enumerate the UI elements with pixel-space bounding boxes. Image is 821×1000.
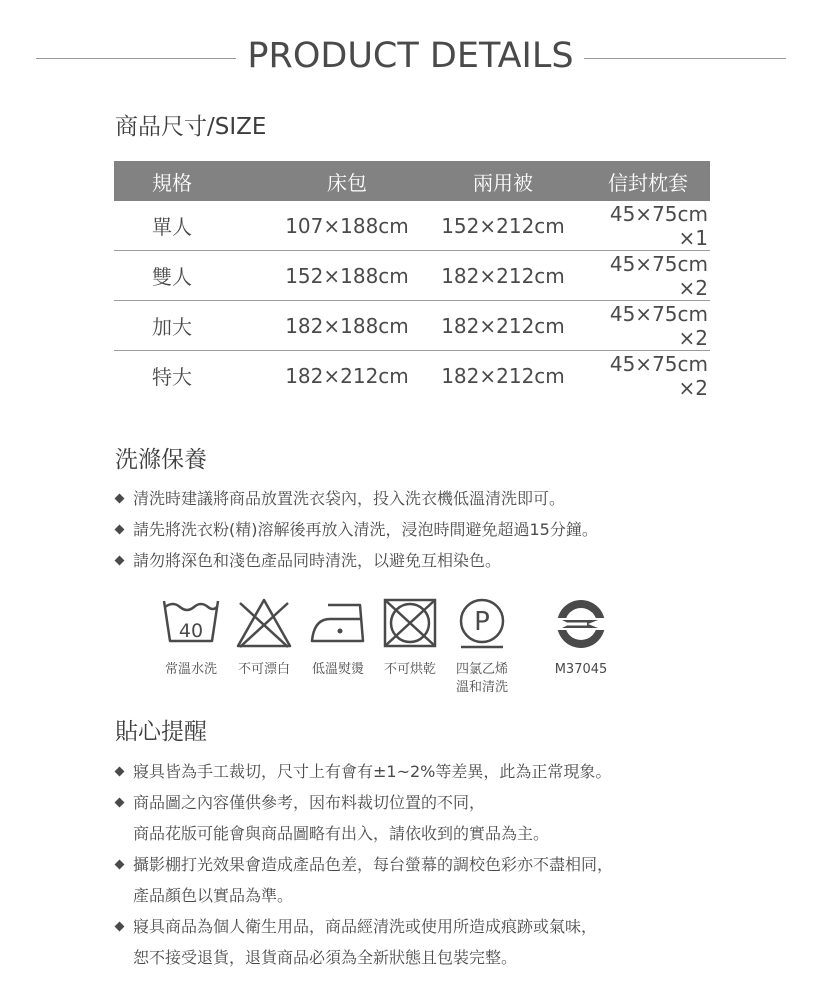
icon-label xyxy=(448,661,516,697)
size-name-cell: 單人 xyxy=(114,201,270,251)
wash-40-icon xyxy=(161,597,221,647)
icon-label: 不可烘乾 xyxy=(383,662,436,677)
list-item xyxy=(115,849,613,911)
icon-label-line1: 四氯乙烯 xyxy=(455,662,508,677)
icon-label: 不可漂白 xyxy=(237,662,290,677)
fitted-sheet-cell: 182×188cm xyxy=(270,301,424,351)
list-item xyxy=(115,514,598,545)
page-title: PRODUCT DETAILS xyxy=(247,36,574,76)
icon-label-line2: 溫和清洗 xyxy=(455,680,508,695)
care-section-heading: 洗滌保養 xyxy=(115,447,207,473)
size-name-cell: 加大 xyxy=(114,301,270,351)
page-header xyxy=(0,30,821,90)
diamond-bullet-icon xyxy=(115,767,125,777)
list-item xyxy=(115,756,613,787)
notes-section-heading: 貼心提醒 xyxy=(115,719,207,745)
table-row xyxy=(114,301,710,351)
diamond-bullet-icon xyxy=(115,798,125,808)
diamond-bullet-icon xyxy=(115,860,125,870)
list-item xyxy=(115,787,613,849)
duvet-cell: 182×212cm xyxy=(441,363,565,388)
diamond-bullet-icon xyxy=(115,556,125,566)
care-instruction-text: 請先將洗衣粉(精)溶解後再放入清洗，浸泡時間避免超過15分鐘。 xyxy=(133,520,598,539)
iron-low-icon xyxy=(308,597,368,647)
note-text: 攝影棚打光效果會造成產品色差，每台螢幕的調校色彩亦不盡相同， xyxy=(133,855,614,874)
icon-label: 常溫水洗 xyxy=(164,662,217,677)
dry-clean-letter: P xyxy=(474,607,490,637)
duvet-cell: 152×212cm xyxy=(424,201,582,251)
dry-clean-p-icon xyxy=(455,597,509,651)
size-name-cell: 特大 xyxy=(152,365,192,389)
no-tumble-dry-icon xyxy=(382,597,438,649)
duvet-cell: 182×212cm xyxy=(424,301,582,351)
list-item xyxy=(115,911,613,973)
icon-label: 低溫熨燙 xyxy=(311,662,364,677)
care-instruction-text: 請勿將深色和淺色產品同時清洗，以避免互相染色。 xyxy=(133,551,502,570)
certification-mark-icon xyxy=(552,597,610,651)
icon-label: M37045 xyxy=(554,662,608,677)
pillowcase-cell: 45×75cm ×1 xyxy=(582,201,710,251)
list-item xyxy=(115,483,598,514)
note-text-continuation: 產品顏色以實品為準。 xyxy=(133,886,294,905)
note-text-continuation: 恕不接受退貨，退貨商品必須為全新狀態且包裝完整。 xyxy=(133,948,518,967)
diamond-bullet-icon xyxy=(115,922,125,932)
pillowcase-cell: 45×75cm ×2 xyxy=(582,301,710,351)
note-text: 寢具皆為手工裁切，尺寸上有會有±1~2%等差異，此為正常現象。 xyxy=(133,762,612,781)
column-header-spec: 規格 xyxy=(114,161,270,201)
fitted-sheet-cell: 107×188cm xyxy=(270,201,424,251)
column-header-pillowcase: 信封枕套 xyxy=(582,161,710,201)
pillowcase-cell: 45×75cm ×2 xyxy=(609,351,708,400)
diamond-bullet-icon xyxy=(115,494,125,504)
size-section-heading: 商品尺寸/SIZE xyxy=(115,114,267,140)
note-text: 商品圖之內容僅供參考，因布料裁切位置的不同， xyxy=(133,793,486,812)
size-table-header-row xyxy=(114,161,710,201)
size-table xyxy=(114,161,710,400)
table-row xyxy=(114,351,710,401)
no-bleach-icon xyxy=(234,597,294,649)
care-instructions-list xyxy=(115,483,598,576)
size-name-cell: 雙人 xyxy=(114,251,270,301)
notes-list xyxy=(115,756,613,973)
note-text-continuation: 商品花版可能會與商品圖略有出入，請依收到的實品為主。 xyxy=(133,824,550,843)
title-divider-right xyxy=(584,58,786,59)
list-item xyxy=(115,545,598,576)
care-instruction-text: 清洗時建議將商品放置洗衣袋內，投入洗衣機低溫清洗即可。 xyxy=(133,489,566,508)
fitted-sheet-cell: 152×188cm xyxy=(270,251,424,301)
wash-temperature-text: 40 xyxy=(178,620,204,642)
note-text: 寢具商品為個人衛生用品，商品經清洗或使用所造成痕跡或氣味， xyxy=(133,917,598,936)
pillowcase-cell: 45×75cm ×2 xyxy=(582,251,710,301)
column-header-duvet: 兩用被 xyxy=(424,161,582,201)
care-symbols xyxy=(152,597,622,697)
diamond-bullet-icon xyxy=(115,525,125,535)
duvet-cell: 182×212cm xyxy=(424,251,582,301)
fitted-sheet-cell: 182×212cm xyxy=(285,363,409,388)
table-row xyxy=(114,201,710,251)
table-row xyxy=(114,251,710,301)
column-header-fitted-sheet: 床包 xyxy=(270,161,424,201)
